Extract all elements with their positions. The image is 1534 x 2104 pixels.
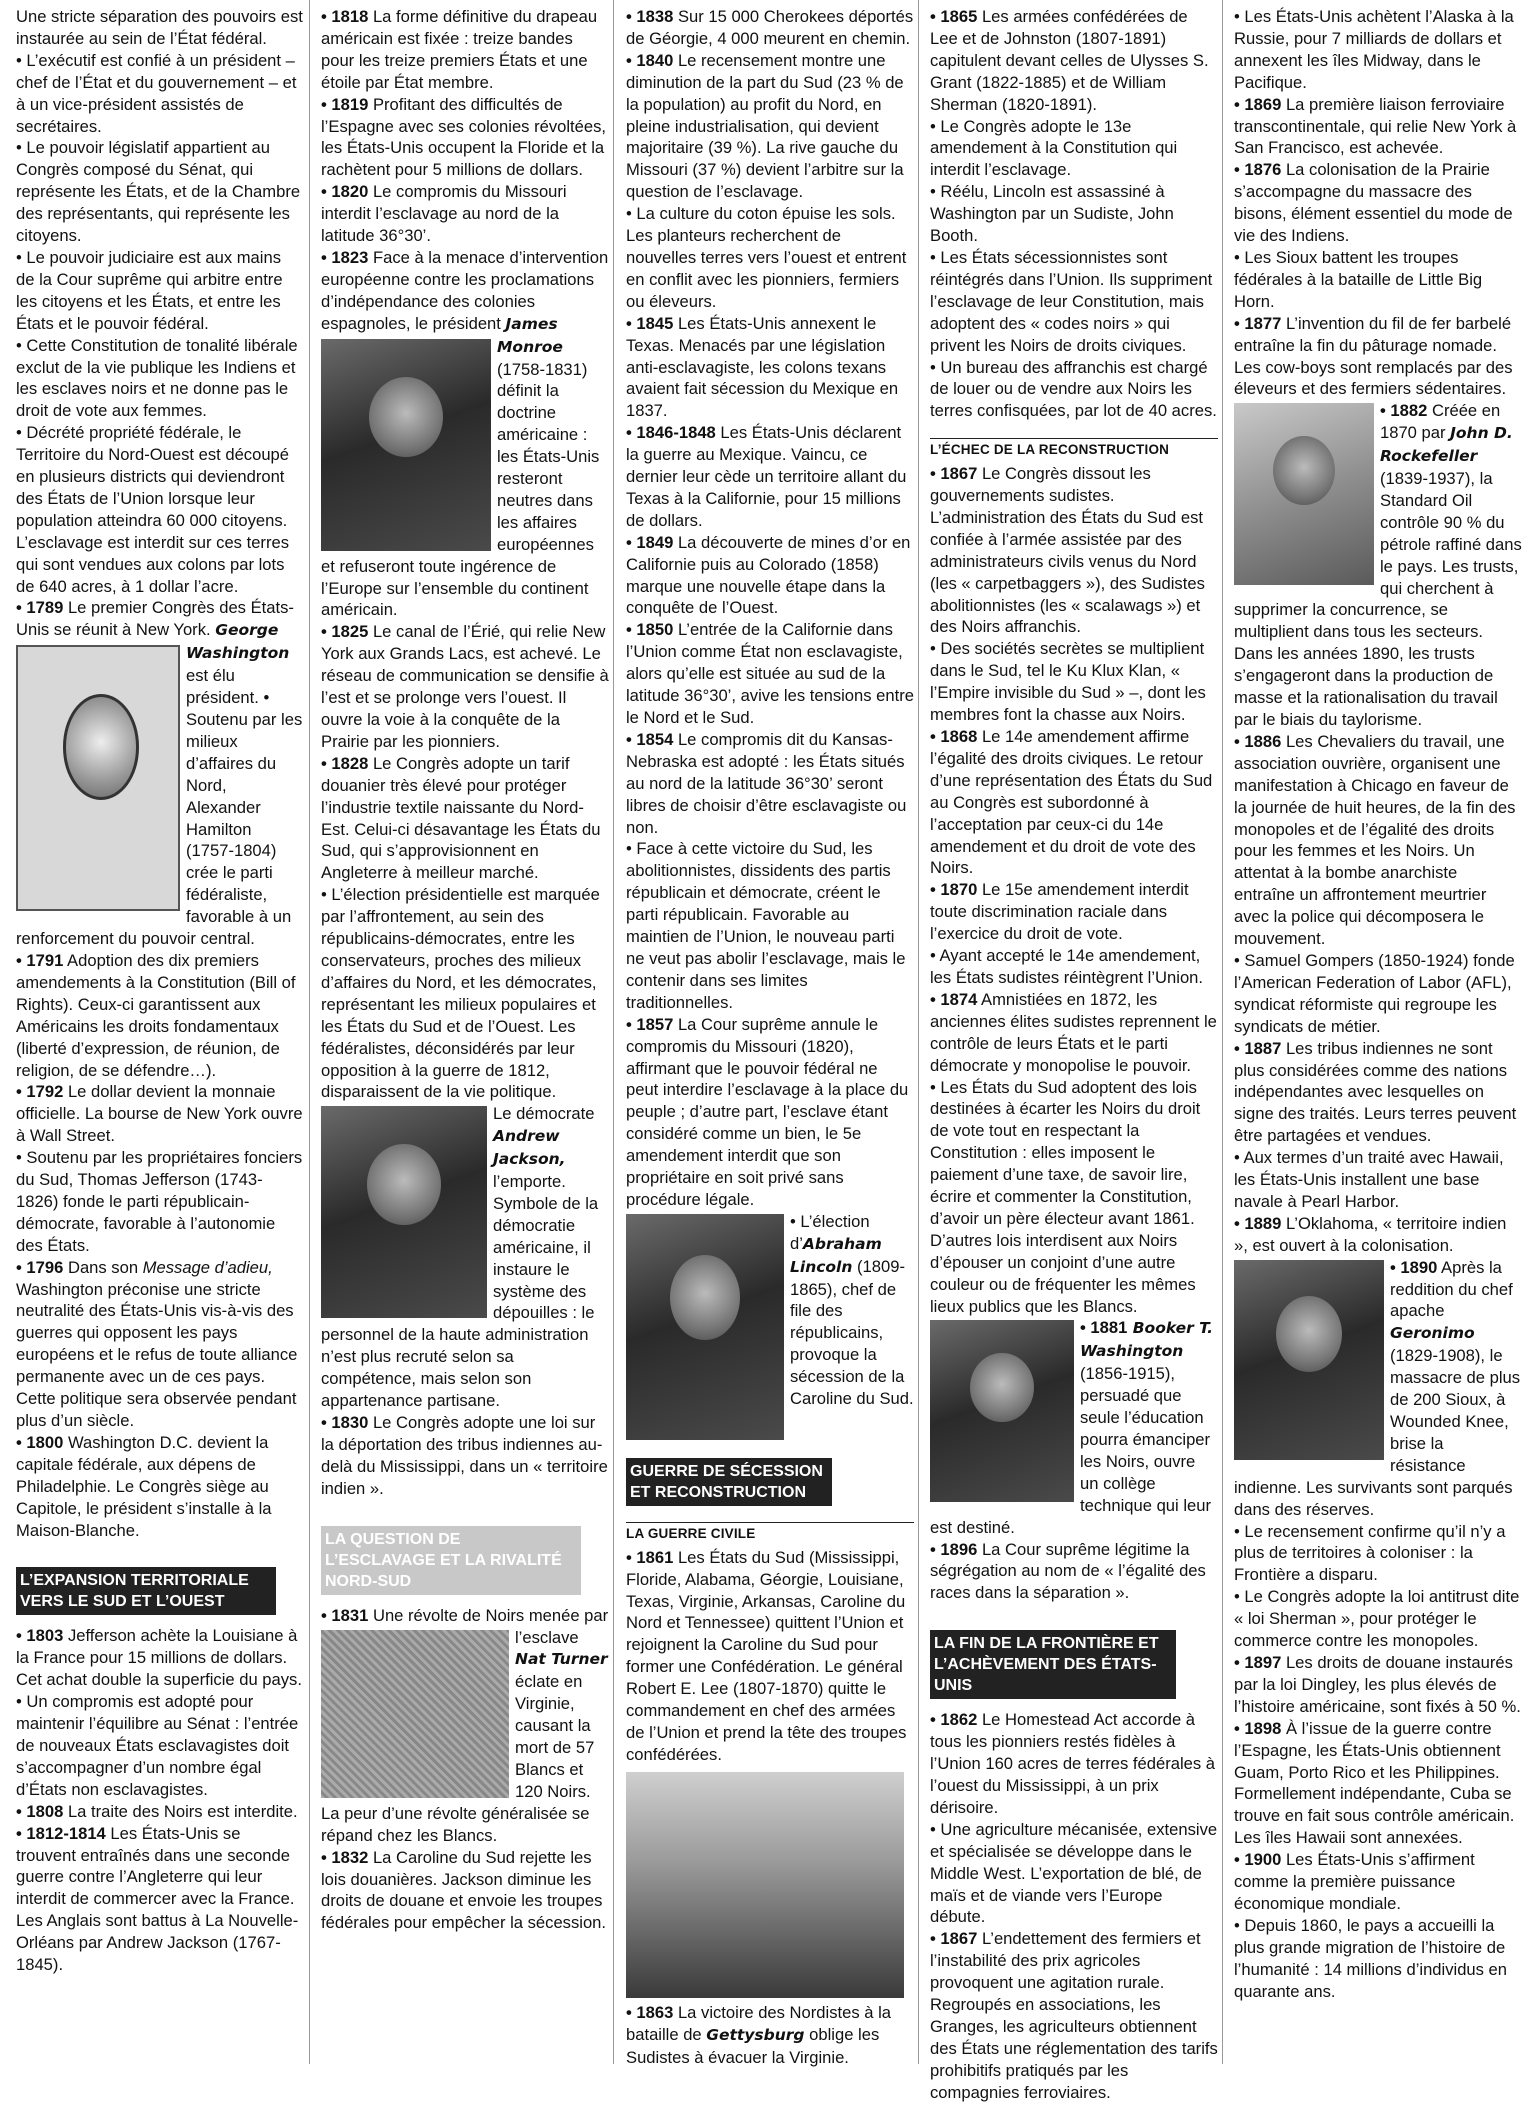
person-name: Nat Turner — [515, 1650, 608, 1669]
paragraph: • Ayant accepté le 14e amendement, les États sudistes réintègrent l’Union. — [930, 946, 1204, 987]
entry-1830 — [321, 1412, 609, 1500]
entry-text: Le recensement montre une diminution de la part du Sud (23 % de la population) au profit du Nord, en pleine industrialisation, qui devient majoritaire (39 %). La rive gauche du Missouri (37 %) devient l’arbitre sur la question de l’esclavage. — [626, 50, 904, 202]
entry-text: est élu président. • Soutenu par les milieux d’affaires du Nord, Alexander Hamilton (1757-1804) crée le parti fédéraliste, favorable à un renforcement du pouvoir central. — [16, 666, 303, 949]
jackson-portrait-image — [321, 1106, 487, 1318]
year: • 1886 — [1234, 731, 1282, 751]
year: • 1896 — [930, 1539, 978, 1559]
year: • 1846-1848 — [626, 423, 716, 443]
year: • 1831 — [321, 1605, 369, 1625]
entry-text: Le démocrate — [493, 1104, 595, 1124]
person-name: Geronimo — [1390, 1324, 1475, 1343]
year: • 1882 — [1380, 401, 1428, 421]
paragraph: • Un compromis est adopté pour maintenir l’équilibre au Sénat : l’entrée de nouveaux États esclavagistes doit s’accompagner d’un nombre égal d’États non esclavagistes. — [16, 1692, 299, 1799]
year: • 1818 — [321, 7, 369, 26]
person-name: George Washington — [186, 621, 290, 663]
entry-1874 — [930, 989, 1218, 1077]
entry-1900 — [1234, 1849, 1522, 1915]
year: • 1870 — [930, 880, 978, 900]
paragraph: • Une agriculture mécanisée, extensive et spécialisée se développe dans le Middle West. L’exportation de blé, de maïs et de viande vers l’Europe débute. — [930, 1819, 1218, 1927]
entry-text: Le Congrès adopte un tarif douanier très élevé pour protéger l’industrie textile naissante du Nord-Est. Celui-ci désavantage les États du Sud, qui s’approvisionnent en Angleterre à meilleur marché. — [321, 753, 601, 883]
entry-1896 — [930, 1539, 1218, 1605]
entry-1857 — [626, 1014, 914, 1211]
entry-1881 — [930, 1317, 1218, 1538]
year: • 1857 — [626, 1014, 674, 1034]
paragraph: • Le recensement confirme qu’il n’y a plus de territoires à coloniser : la Frontière a disparu. — [1234, 1521, 1506, 1585]
year: • 1828 — [321, 753, 369, 773]
year: • 1789 — [16, 598, 64, 618]
entry-text: l’emporte. Symbole de la démocratie américaine, il instaure le système des dépouilles : le personnel de la haute administration n’est plus recruté selon sa compétence, mais selon son appartenance partisane. — [321, 1172, 599, 1411]
entry-text: Jefferson achète la Louisiane à la France pour 15 millions de dollars. Cet achat double la superficie du pays. — [16, 1626, 302, 1690]
column-1 — [16, 6, 304, 1976]
paragraph: • Les États du Sud adoptent des lois destinées à écarter les Noirs du droit de vote tout en respectant la Constitution : elles imposent le paiement d’une taxe, de savoir lire, écrire et commenter la Constitution, d’avoir un père électeur avant 1861. D’autres lois interdisent aux Noirs d’épouser un conjoint d’une autre couleur ou de fréquenter les mêmes lieux publics que les Blancs. — [930, 1077, 1201, 1316]
entry-1898 — [1234, 1718, 1522, 1849]
entry-1867 — [930, 463, 1218, 638]
entry-text: Le dollar devient la monnaie officielle. La bourse de New York ouvre à Wall Street. — [16, 1082, 303, 1146]
column-3 — [626, 6, 914, 2069]
monroe-portrait-image — [321, 339, 491, 551]
paragraph: • Des sociétés secrètes se multiplient dans le Sud, tel le Ku Klux Klan, « l’Empire invisible du Sud » –, dont les membres font la chasse aux Noirs. — [930, 639, 1206, 725]
year: • 1840 — [626, 50, 674, 70]
entry-text: Le compromis dit du Kansas-Nebraska est adopté : les États situés au nord de la latitude 36°30’ seront libres de choisir d’être esclavagiste ou non. — [626, 729, 907, 837]
entry-1808 — [16, 1801, 304, 1823]
entry-text: Amnistiées en 1872, les anciennes élites sudistes reprennent le contrôle de leurs États et le parti démocrate y monopolise le pouvoir. — [930, 989, 1217, 1075]
year: • 1803 — [16, 1626, 64, 1646]
year: • 1890 — [1390, 1257, 1438, 1277]
year: • 1796 — [16, 1257, 64, 1277]
entry-text: La traite des Noirs est interdite. — [63, 1801, 298, 1821]
entry-1886 — [1234, 731, 1522, 950]
entry-1887 — [1234, 1038, 1522, 1148]
column-5 — [1234, 6, 1522, 2002]
paragraph: • Samuel Gompers (1850-1924) fonde l’American Federation of Labor (AFL), syndicat réformiste qui regroupe les syndicats de métier. — [1234, 950, 1515, 1036]
entry-1803 — [16, 1625, 304, 1691]
person-name: Abraham Lincoln — [790, 1234, 882, 1276]
column-divider — [309, 0, 310, 2064]
entry-text: L’entrée de la Californie dans l’Union comme État non esclavagiste, alors qu’elle est située au sud de la latitude 36°30’, avive les tensions entre le Nord et le Sud. — [626, 620, 914, 727]
year: • 1868 — [930, 727, 978, 746]
year: • 1897 — [1234, 1652, 1282, 1672]
year: • 1849 — [626, 532, 674, 552]
entry-1863 — [626, 2002, 914, 2069]
entry-text: Une révolte de Noirs menée par l’esclave — [368, 1605, 609, 1647]
entry-1812 — [16, 1823, 304, 1976]
work-title: Message d’adieu, — [142, 1257, 273, 1277]
paragraph: • Les États sécessionnistes sont réintégrés dans l’Union. Ils suppriment l’esclavage de leur Constitution, mais adoptent des « codes noirs » qui privent les Noirs de droits civiques. — [930, 247, 1213, 355]
entry-text: L’Oklahoma, « territoire indien », est ouvert à la colonisation. — [1234, 1213, 1507, 1255]
column-2 — [321, 6, 609, 1934]
year: • 1887 — [1234, 1038, 1282, 1058]
entry-text: Les États-Unis déclarent la guerre au Mexique. Vaincu, ce dernier leur cède un territoire allant du Texas à la Californie, pour 15 millions de dollars. — [626, 423, 907, 530]
year: • 1865 — [930, 7, 978, 26]
entry-text: Les États-Unis se trouvent entraînés dans une seconde guerre contre l’Angleterre qui leur interdit de commercer avec la France. Les Anglais sont battus à La Nouvelle-Orléans par Andrew Jackson (1767-1845). — [16, 1823, 299, 1975]
paragraph: Une stricte séparation des pouvoirs est instaurée au sein de l’État fédéral. — [16, 7, 303, 48]
section-heading: L’EXPANSION TERRITORIALE VERS LE SUD ET L’OUEST — [16, 1567, 276, 1615]
entry-1877 — [1234, 313, 1522, 401]
year: • 1792 — [16, 1082, 64, 1102]
entry-text: Les droits de douane instaurés par la loi Dingley, les plus élevés de l’histoire américaine, sont fixés à 50 %. — [1234, 1652, 1521, 1716]
entry-1791 — [16, 950, 304, 1081]
year: • 1862 — [930, 1710, 978, 1730]
year: • 1838 — [626, 7, 674, 26]
entry-text: Face à la menace d’intervention européenne contre les proclamations d’indépendance des colonies espagnoles, le président — [321, 247, 609, 333]
entry-text: Le premier Congrès des États-Unis se réunit à New York. — [16, 598, 294, 640]
entry-1889 — [1234, 1213, 1522, 1257]
entry-1869 — [1234, 94, 1522, 160]
entry-1890 — [1234, 1257, 1522, 1521]
year: • 1854 — [626, 729, 674, 749]
year: • 1808 — [16, 1801, 64, 1821]
year: • 1898 — [1234, 1718, 1282, 1738]
entry-1818 — [321, 6, 609, 94]
entry-text: La forme définitive du drapeau américain est fixée : treize bandes pour les treize premiers États et une étoile par État membre. — [321, 7, 598, 92]
column-divider — [1222, 0, 1223, 2064]
year: • 1861 — [626, 1547, 674, 1567]
entry-text: Washington D.C. devient la capitale fédérale, aux dépens de Philadelphie. Le Congrès siège au Capitole, le président s’installe à la Maison-Blanche. — [16, 1432, 272, 1540]
paragraph: • Le Congrès adopte le 13e amendement à la Constitution qui interdit l’esclavage. — [930, 116, 1178, 180]
nat-turner-engraving-image — [321, 1630, 509, 1798]
entry-text: Le compromis du Missouri interdit l’esclavage au nord de la latitude 36°30’. — [321, 182, 567, 246]
entry-lincoln — [626, 1211, 914, 1410]
year: • 1881 — [1080, 1318, 1128, 1338]
person-name: John D. Rockefeller — [1380, 424, 1513, 466]
entry-1861 — [626, 1547, 914, 1766]
entry-text: Les États-Unis annexent le Texas. Menacés par une législation anti-esclavagiste, les colons texans avaient fait sécession du Mexique en 1837. — [626, 313, 899, 421]
entry-1850 — [626, 619, 914, 729]
entry-text: La colonisation de la Prairie s’accompagne du massacre des bisons, élément essentiel du mode de vie des Indiens. — [1234, 160, 1513, 246]
year: • 1874 — [930, 989, 978, 1009]
entry-text: La Cour suprême annule le compromis du Missouri (1820), affirmant que le pouvoir fédéral ne peut interdire l’esclavage à la place du peuple ; d’autre part, l’esclave étant considéré comme un bien, le 5e amendement interdit que son propriétaire en soit privé sans procédure légale. — [626, 1014, 909, 1209]
entry-1876 — [1234, 159, 1522, 247]
year: • 1832 — [321, 1847, 369, 1867]
paragraph: • Cette Constitution de tonalité libérale exclut de la vie publique les Indiens et les esclaves noirs et ne donne pas le droit de vote aux femmes. — [16, 335, 298, 421]
year: • 1867 — [930, 464, 978, 484]
entry-1831 — [321, 1605, 609, 1847]
entry-1882 — [1234, 400, 1522, 731]
booker-washington-portrait-image — [930, 1320, 1074, 1502]
entry-text: (1809-1865), chef de file des républicains, provoque la sécession de la Caroline du Sud. — [790, 1256, 914, 1409]
entry-text: La Cour suprême légitime la ségrégation au nom de « l’égalité des races dans la séparation ». — [930, 1539, 1206, 1603]
entry-text: Créée en 1870 par — [1380, 401, 1501, 443]
gettysburg-battle-image — [626, 1772, 904, 1998]
entry-text: Profitant des difficultés de l’Espagne avec ses colonies révoltées, les États-Unis occupent la Floride et la rachètent pour 5 millions de dollars. — [321, 94, 607, 180]
entry-1838 — [626, 6, 914, 50]
entry-1823 — [321, 247, 609, 621]
paragraph: • Décrété propriété fédérale, le Territoire du Nord-Ouest est découpé en plusieurs districts qui deviendront des États de l’Union lorsque leur population atteindra 60 000 citoyens. L’esclavage est interdit sur ces terres qui sont vendues aux colons par lots de 640 acres, à 1 dollar l’acre. — [16, 423, 290, 596]
entry-text: Sur 15 000 Cherokees déportés de Géorgie, 4 000 meurent en chemin. — [626, 7, 914, 48]
paragraph: • Aux termes d’un traité avec Hawaii, les États-Unis installent une base navale à Pearl Harbor. — [1234, 1148, 1504, 1211]
paragraph: • Les États-Unis achètent l’Alaska à la Russie, pour 7 milliards de dollars et annexent les îles Midway, dans le Pacifique. — [1234, 7, 1514, 92]
entry-text: oblige les Sudistes à évacuer la Virginie. — [626, 2024, 880, 2067]
paragraph: • L’élection présidentielle est marquée par l’affrontement, au sein des républicains-démocrates, entre les conservateurs, proches des milieux d’affaires du Nord, et les démocrates, représentant les milieux populaires et les États du Sud et de l’Ouest. Les fédéralistes, déconsidérés par leur opposition à la guerre de 1812, disparaissent de la vie politique. — [321, 885, 600, 1102]
paragraph: • Le Congrès adopte la loi antitrust dite « loi Sherman », pour protéger le commerce contre les monopoles. — [1234, 1587, 1520, 1651]
year: • 1820 — [321, 182, 369, 202]
year: • 1900 — [1234, 1850, 1282, 1870]
year: • 1845 — [626, 313, 674, 333]
column-divider — [918, 0, 919, 2064]
entry-1849 — [626, 532, 914, 620]
entry-text: La première liaison ferroviaire transcontinentale, qui relie New York à San Francisco, est achevée. — [1234, 94, 1517, 158]
section-heading: LA QUESTION DE L’ESCLAVAGE ET LA RIVALITÉ NORD-SUD — [321, 1526, 581, 1595]
entry-text: Les tribus indiennes ne sont plus considérées comme des nations indépendantes avec lesquelles on signe des traités. Leurs terres peuvent être partagées et vendues. — [1234, 1038, 1517, 1146]
entry-1868 — [930, 726, 1218, 879]
entry-text: Les armées confédérées de Lee et de Johnston (1807-1891) capitulent devant celles de Ulysses S. Grant (1822-1885) et de William Sherman (1820-1891). — [930, 7, 1209, 114]
year: • 1876 — [1234, 160, 1282, 180]
paragraph: • Soutenu par les propriétaires fonciers du Sud, Thomas Jefferson (1743-1826) fonde le parti républicain-démocrate, favorable à l’autonomie des États. — [16, 1148, 303, 1255]
entry-text: Le 15e amendement interdit toute discrimination raciale dans l’exercice du droit de vote. — [930, 880, 1189, 944]
entry-text: éclate en Virginie, causant la mort de 57 Blancs et 120 Noirs. La peur d’une révolte généralisée se répand chez les Blancs. — [321, 1672, 595, 1845]
entry-jackson — [321, 1103, 609, 1412]
paragraph: • Le pouvoir judiciaire est aux mains de la Cour suprême qui arbitre entre les citoyens et les États, et entre les États et le pouvoir fédéral. — [16, 247, 283, 333]
year: • 1819 — [321, 94, 369, 114]
year: • 1825 — [321, 622, 369, 642]
entry-text: L’endettement des fermiers et l’instabilité des prix agricoles provoquent une agitation rurale. Regroupés en associations, les Granges, les agriculteurs obtiennent des États une réglementation des tarifs prohibitifs pratiqués par les compagnies ferroviaires. — [930, 1929, 1218, 2102]
entry-text: Le Congrès dissout les gouvernements sudistes. L’administration des États du Sud est confiée à l’armée assistée par des administrateurs civils venus du Nord (les « carpetbaggers »), des Sudistes abolitionnistes (les « scalawags ») et des Noirs affranchis. — [930, 464, 1205, 637]
lincoln-portrait-image — [626, 1214, 784, 1440]
entry-1867b — [930, 1928, 1218, 2103]
entry-1820 — [321, 181, 609, 247]
entry-1897 — [1234, 1652, 1522, 1718]
entry-text: La découverte de mines d’or en Californie puis au Colorado (1858) marque une nouvelle étape dans la conquête de l’Ouest. — [626, 532, 911, 618]
entry-text: Le 14e amendement affirme l’égalité des droits civiques. Le retour d’une représentation des États du Sud au Congrès est subordonné à l’acceptation par ceux-ci du 14e amendement et du droit de vote des Noirs. — [930, 727, 1213, 878]
entry-text: Les États-Unis s’affirment comme la première puissance économique mondiale. — [1234, 1850, 1475, 1913]
entry-text: (1856-1915), persuadé que seule l’éducation pourra émanciper les Noirs, ouvre un collège technique qui leur est destiné. — [930, 1364, 1211, 1537]
entry-1800 — [16, 1432, 304, 1542]
entry-text: (1758-1831) définit la doctrine américaine : les États-Unis resteront neutres dans les affaires européennes et refuseront toute ingérence de l’Europe sur l’ensemble du continent américain. — [321, 359, 600, 620]
washington-stamp-image — [16, 645, 180, 911]
entry-1792 — [16, 1081, 304, 1147]
entry-1828 — [321, 753, 609, 884]
paragraph: • Réélu, Lincoln est assassiné à Washington par un Sudiste, John Booth. — [930, 182, 1174, 246]
entry-1854 — [626, 729, 914, 839]
entry-1840 — [626, 50, 914, 203]
year: • 1830 — [321, 1413, 369, 1432]
column-divider — [613, 0, 614, 2064]
entry-text: L’invention du fil de fer barbelé entraîne la fin du pâturage nomade. Les cow-boys sont remplacés par des éleveurs et des fermiers sédentaires. — [1234, 313, 1513, 399]
paragraph: • Depuis 1860, le pays a accueilli la plus grande migration de l’histoire de l’humanité : 14 millions d’individus en quarante ans. — [1234, 1915, 1508, 2001]
paragraph: • Face à cette victoire du Sud, les abolitionnistes, dissidents des partis républicain et démocrate, créent le parti républicain. Favorable au maintien de l’Union, le nouveau parti ne veut pas abolir l’esclavage, mais le contenir dans ses limites traditionnelles. — [626, 839, 906, 1012]
year: • 1812-1814 — [16, 1823, 106, 1843]
entry-text: À l’issue de la guerre contre l’Espagne, les États-Unis obtiennent Guam, Porto Rico et les Philippines. Formellement indépendante, Cuba se trouve en fait sous contrôle américain. Les îles Hawaii sont annexées. — [1234, 1718, 1515, 1848]
entry-text: (1839-1937), la Standard Oil contrôle 90 % du pétrole raffiné dans le pays. Les trusts, qui cherchent à supprimer la concurrence, se multiplient dans tous les secteurs. Dans les années 1890, les trusts s’engageront dans la production de masse et la rationalisation du travail par le biais du taylorisme. — [1234, 469, 1522, 729]
entry-text: Adoption des dix premiers amendements à la Constitution (Bill of Rights). Ceux-ci garantissent aux Américains les droits fondamentaux (liberté d’expression, de réunion, de religion, de se défendre…). — [16, 950, 296, 1080]
entry-1845 — [626, 313, 914, 423]
year: • 1850 — [626, 620, 674, 640]
rockefeller-portrait-image — [1234, 403, 1374, 585]
column-4 — [930, 6, 1218, 2104]
year: • 1863 — [626, 2002, 674, 2022]
entry-text: La Caroline du Sud rejette les lois douanières. Jackson diminue les droits de douane et envoie les troupes fédérales pour empêcher la sécession. — [321, 1847, 607, 1933]
entry-1832 — [321, 1847, 609, 1935]
entry-1789 — [16, 597, 304, 950]
entry-text: Les Chevaliers du travail, une association ouvrière, organisent une manifestation à Chicago en faveur de la journée de huit heures, de la fin des monopoles et de l’égalité des droits pour les femmes et les Noirs. Un attentat à la bombe anarchiste entraîne un affrontement meurtrier avec la police qui décomposera le mouvement. — [1234, 731, 1516, 949]
entry-text: La victoire des Nordistes à la bataille de — [626, 2002, 892, 2044]
entry-1862 — [930, 1709, 1218, 1819]
entry-text: Le canal de l’Érié, qui relie New York aux Grands Lacs, est achevé. Le réseau de communication se densifie à l’est et se prolonge vers l’ouest. Il ouvre la voie à la conquête de la Prairie par les pionniers. — [321, 622, 609, 751]
year: • 1791 — [16, 950, 64, 970]
geronimo-portrait-image — [1234, 1260, 1384, 1460]
entry-text: Les États du Sud (Mississippi, Floride, Alabama, Géorgie, Louisiane, Texas, Virginie, Arkansas, Caroline du Nord et Tennessee) quittent l’Union et rejoignent la Caroline du Sud pour former une Confédération. Le général Robert E. Lee (1807-1870) quitte le commandement en chef des armées de l’Union et prend la tête des troupes confédérées. — [626, 1547, 907, 1764]
entry-1796 — [16, 1257, 304, 1432]
year: • 1867 — [930, 1929, 978, 1949]
entry-1819 — [321, 94, 609, 182]
section-heading: GUERRE DE SÉCESSION ET RECONSTRUCTION — [626, 1458, 832, 1506]
year: • 1889 — [1234, 1213, 1282, 1233]
person-name: Andrew Jackson, — [493, 1127, 566, 1169]
entry-1825 — [321, 621, 609, 752]
entry-text: (1829-1908), le massacre de plus de 200 Sioux, à Wounded Knee, brise la résistance indienne. Les survivants sont parqués dans des réserves. — [1234, 1346, 1521, 1519]
paragraph: • Les Sioux battent les troupes fédérales à la bataille de Little Big Horn. — [1234, 247, 1483, 311]
paragraph: • Le pouvoir législatif appartient au Congrès composé du Sénat, qui représente les États, et de la Chambre des représentants, qui représente les citoyens. — [16, 138, 301, 246]
year: • 1823 — [321, 247, 369, 267]
paragraph: • Un bureau des affranchis est chargé de louer ou de vendre aux Noirs les terres confisquées, par lot de 40 acres. — [930, 357, 1217, 421]
section-heading: LA FIN DE LA FRONTIÈRE ET L’ACHÈVEMENT DES ÉTATS-UNIS — [930, 1630, 1176, 1699]
entry-1865 — [930, 6, 1218, 116]
year: • 1869 — [1234, 94, 1282, 114]
subsection-heading: L’ÉCHEC DE LA RECONSTRUCTION — [930, 438, 1218, 461]
year: • 1877 — [1234, 313, 1282, 333]
entry-text: Le Homestead Act accorde à tous les pionniers restés fidèles à l’Union 160 acres de terres fédérales à l’ouest du Mississippi, à un prix dérisoire. — [930, 1710, 1216, 1817]
battle-name: Gettysburg — [706, 2025, 805, 2044]
entry-1870 — [930, 879, 1218, 945]
year: • 1800 — [16, 1432, 64, 1452]
paragraph: • L’exécutif est confié à un président – chef de l’État et du gouvernement – et à un vice-président assistés de secrétaires. — [16, 50, 297, 136]
entry-text: • L’élection d’ — [790, 1211, 870, 1253]
entry-text: Washington préconise une stricte neutralité des États-Unis vis-à-vis des guerres qui opposent les pays européens et le refus de toute alliance permanente avec un de ces pays. Cette politique sera observée pendant plus d’un siècle. — [16, 1279, 298, 1430]
entry-text: Après la reddition du chef apache — [1390, 1257, 1513, 1321]
person-name: Booker T. Washington — [1080, 1319, 1213, 1361]
person-name: James Monroe — [497, 314, 563, 356]
entry-text: Dans son — [63, 1257, 143, 1277]
entry-1846 — [626, 422, 914, 532]
paragraph: • La culture du coton épuise les sols. Les planteurs recherchent de nouvelles terres vers l’ouest et entrent en conflit avec les pionniers, fermiers ou éleveurs. — [626, 204, 907, 311]
entry-text: Le Congrès adopte une loi sur la déportation des tribus indiennes au-delà du Mississippi, dans un « territoire indien ». — [321, 1413, 608, 1498]
subsection-heading: LA GUERRE CIVILE — [626, 1522, 914, 1545]
